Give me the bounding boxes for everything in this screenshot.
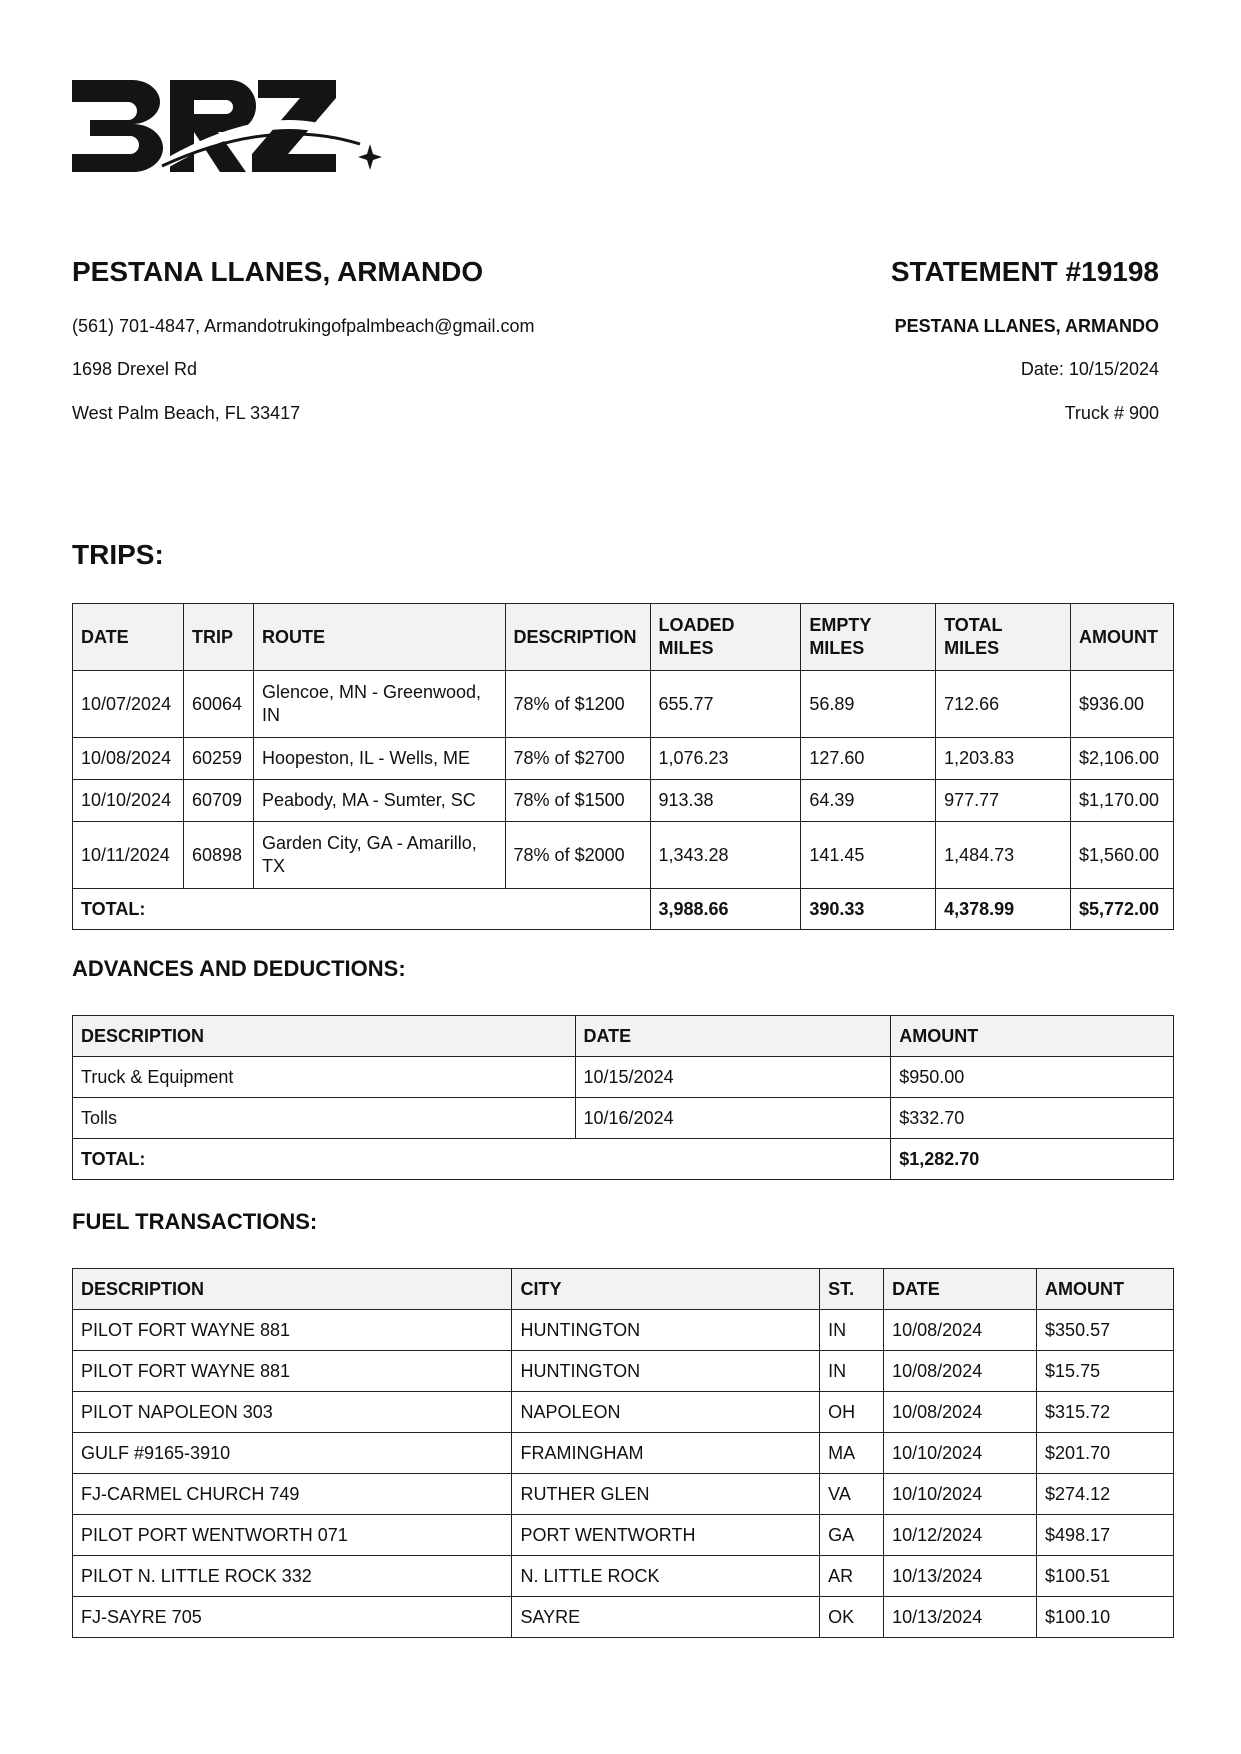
cell: $274.12 [1037, 1474, 1174, 1515]
cell: 56.89 [801, 671, 936, 738]
cell: 10/13/2024 [884, 1597, 1037, 1638]
table-row [73, 1351, 1174, 1392]
cell: OK [820, 1597, 884, 1638]
table-row [73, 1556, 1174, 1597]
cell: PILOT PORT WENTWORTH 071 [73, 1515, 512, 1556]
cell: $15.75 [1037, 1351, 1174, 1392]
advances-table [72, 1015, 1174, 1180]
driver-address-line2: West Palm Beach, FL 33417 [72, 403, 301, 423]
cell: Peabody, MA - Sumter, SC [253, 780, 505, 822]
statement-name: PESTANA LLANES, ARMANDO [894, 316, 1159, 336]
cell: 10/11/2024 [73, 822, 184, 889]
total-row [73, 889, 1174, 930]
col-header: DATE [575, 1016, 891, 1057]
total-amount: $1,282.70 [891, 1139, 1174, 1180]
total-row [73, 1139, 1174, 1180]
fuel-heading: FUEL TRANSACTIONS: [72, 1209, 318, 1234]
col-header: LOADED MILES [650, 604, 801, 671]
cell: $1,170.00 [1070, 780, 1173, 822]
cell: $332.70 [891, 1098, 1174, 1139]
total-label: TOTAL: [73, 889, 651, 930]
cell: 10/10/2024 [884, 1433, 1037, 1474]
cell: HUNTINGTON [512, 1351, 820, 1392]
col-header: DESCRIPTION [73, 1016, 576, 1057]
table-row [73, 1515, 1174, 1556]
cell: 78% of $2700 [505, 738, 650, 780]
table-header-row [73, 604, 1174, 671]
cell: 712.66 [936, 671, 1071, 738]
cell: 10/10/2024 [73, 780, 184, 822]
cell: 655.77 [650, 671, 801, 738]
col-header: ST. [820, 1269, 884, 1310]
col-header: DESCRIPTION [505, 604, 650, 671]
fuel-table [72, 1268, 1174, 1638]
cell: N. LITTLE ROCK [512, 1556, 820, 1597]
cell: MA [820, 1433, 884, 1474]
col-header: TRIP [183, 604, 253, 671]
cell: $100.51 [1037, 1556, 1174, 1597]
cell: PILOT NAPOLEON 303 [73, 1392, 512, 1433]
cell: 1,484.73 [936, 822, 1071, 889]
cell: 78% of $1200 [505, 671, 650, 738]
trips-table [72, 603, 1174, 930]
table-row [73, 1474, 1174, 1515]
total-miles: 4,378.99 [936, 889, 1071, 930]
total-loaded-miles: 3,988.66 [650, 889, 801, 930]
cell: 10/13/2024 [884, 1556, 1037, 1597]
cell: Tolls [73, 1098, 576, 1139]
table-row [73, 780, 1174, 822]
trips-heading: TRIPS: [72, 539, 164, 570]
cell: 10/07/2024 [73, 671, 184, 738]
sparkle-icon [358, 144, 382, 170]
statement-date: Date: 10/15/2024 [1020, 359, 1159, 379]
col-header: ROUTE [253, 604, 505, 671]
cell: 60709 [183, 780, 253, 822]
cell: 1,343.28 [650, 822, 801, 889]
cell: 1,203.83 [936, 738, 1071, 780]
cell: IN [820, 1310, 884, 1351]
table-row [73, 738, 1174, 780]
cell: 127.60 [801, 738, 936, 780]
cell: 141.45 [801, 822, 936, 889]
cell: $100.10 [1037, 1597, 1174, 1638]
table-row [73, 1433, 1174, 1474]
cell: SAYRE [512, 1597, 820, 1638]
cell: PILOT FORT WAYNE 881 [73, 1351, 512, 1392]
col-header: AMOUNT [891, 1016, 1174, 1057]
cell: 10/08/2024 [884, 1310, 1037, 1351]
cell: HUNTINGTON [512, 1310, 820, 1351]
cell: OH [820, 1392, 884, 1433]
col-header: AMOUNT [1070, 604, 1173, 671]
cell: PORT WENTWORTH [512, 1515, 820, 1556]
cell: FJ-SAYRE 705 [73, 1597, 512, 1638]
cell: 10/12/2024 [884, 1515, 1037, 1556]
cell: Truck & Equipment [73, 1057, 576, 1098]
table-row [73, 1310, 1174, 1351]
cell: FRAMINGHAM [512, 1433, 820, 1474]
cell: 977.77 [936, 780, 1071, 822]
col-header: AMOUNT [1037, 1269, 1174, 1310]
cell: 78% of $2000 [505, 822, 650, 889]
table-row [73, 1392, 1174, 1433]
cell: 1,076.23 [650, 738, 801, 780]
table-header-row [73, 1016, 1174, 1057]
cell: $936.00 [1070, 671, 1173, 738]
cell: 10/08/2024 [73, 738, 184, 780]
col-header: EMPTY MILES [801, 604, 936, 671]
company-logo [70, 76, 390, 201]
table-header-row [73, 1269, 1174, 1310]
cell: $350.57 [1037, 1310, 1174, 1351]
driver-contact: (561) 701-4847, Armandotrukingofpalmbeach@gmail.com [72, 316, 535, 336]
col-header: DATE [884, 1269, 1037, 1310]
table-row [73, 1057, 1174, 1098]
cell: 60898 [183, 822, 253, 889]
cell: $2,106.00 [1070, 738, 1173, 780]
cell: 64.39 [801, 780, 936, 822]
table-row [73, 1597, 1174, 1638]
table-row [73, 671, 1174, 738]
cell: Hoopeston, IL - Wells, ME [253, 738, 505, 780]
cell: $315.72 [1037, 1392, 1174, 1433]
total-label: TOTAL: [73, 1139, 891, 1180]
cell: 78% of $1500 [505, 780, 650, 822]
cell: $950.00 [891, 1057, 1174, 1098]
total-empty-miles: 390.33 [801, 889, 936, 930]
cell: 10/15/2024 [575, 1057, 891, 1098]
cell: 60064 [183, 671, 253, 738]
cell: 913.38 [650, 780, 801, 822]
cell: VA [820, 1474, 884, 1515]
driver-name: PESTANA LLANES, ARMANDO [72, 256, 484, 287]
total-amount: $5,772.00 [1070, 889, 1173, 930]
col-header: TOTAL MILES [936, 604, 1071, 671]
cell: $1,560.00 [1070, 822, 1173, 889]
cell: 10/16/2024 [575, 1098, 891, 1139]
cell: Glencoe, MN - Greenwood, IN [253, 671, 505, 738]
col-header: DATE [73, 604, 184, 671]
cell: AR [820, 1556, 884, 1597]
statement-title: STATEMENT #19198 [890, 256, 1159, 287]
cell: 10/08/2024 [884, 1392, 1037, 1433]
cell: FJ-CARMEL CHURCH 749 [73, 1474, 512, 1515]
cell: $498.17 [1037, 1515, 1174, 1556]
cell: NAPOLEON [512, 1392, 820, 1433]
advances-heading: ADVANCES AND DEDUCTIONS: [72, 956, 406, 981]
cell: GA [820, 1515, 884, 1556]
cell: 10/10/2024 [884, 1474, 1037, 1515]
cell: 60259 [183, 738, 253, 780]
cell: $201.70 [1037, 1433, 1174, 1474]
cell: 10/08/2024 [884, 1351, 1037, 1392]
driver-address-line1: 1698 Drexel Rd [72, 359, 198, 379]
col-header: CITY [512, 1269, 820, 1310]
cell: Garden City, GA - Amarillo, TX [253, 822, 505, 889]
table-row [73, 1098, 1174, 1139]
cell: RUTHER GLEN [512, 1474, 820, 1515]
statement-truck: Truck # 900 [1064, 403, 1159, 423]
cell: GULF #9165-3910 [73, 1433, 512, 1474]
cell: IN [820, 1351, 884, 1392]
cell: PILOT FORT WAYNE 881 [73, 1310, 512, 1351]
cell: PILOT N. LITTLE ROCK 332 [73, 1556, 512, 1597]
col-header: DESCRIPTION [73, 1269, 512, 1310]
table-row [73, 822, 1174, 889]
